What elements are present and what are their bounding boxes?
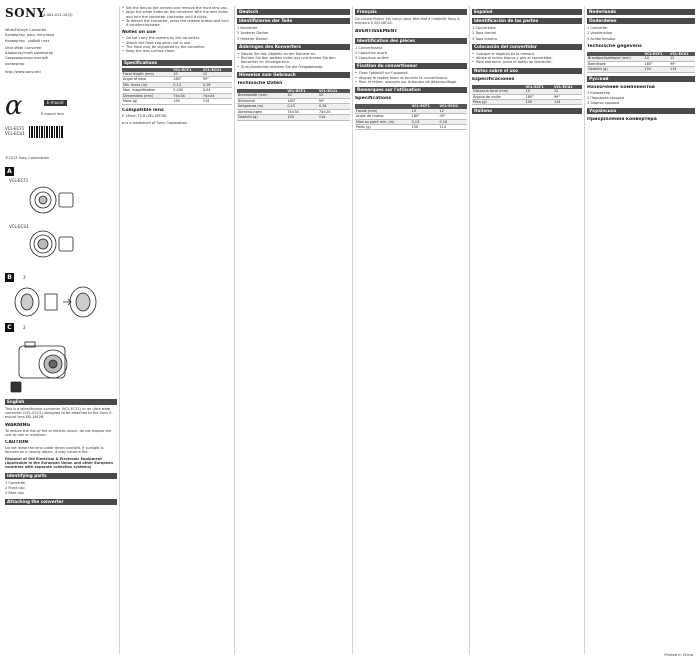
part-item: 2 Tapa frontal — [472, 31, 496, 36]
specs-cell: 12 — [439, 109, 467, 114]
specs-cell: 74×34 — [286, 109, 318, 114]
column-3 — [237, 6, 350, 656]
part-item: 3 Tapa trasera — [472, 36, 498, 41]
specs-cell: 180° — [643, 61, 668, 66]
part-item: 2 Front cap — [5, 485, 25, 490]
attach-step: • Align the white index on the converter with the lens index and turn the converter clockwise until it clicks. — [122, 10, 232, 19]
notes-heading: Notes on use — [122, 30, 156, 36]
part-item: 2 Capuchon avant — [355, 50, 387, 55]
specs-table — [122, 68, 232, 105]
section-notes-de: Hinweise zum Gebrauch — [237, 72, 350, 78]
note-item: • Do not carry the camera by the converter. — [122, 36, 232, 40]
specs-cell: 99° — [669, 61, 695, 66]
part-item: 1 Konverter — [237, 26, 258, 30]
specs-cell: 0,13 — [411, 119, 439, 124]
column-divider — [234, 6, 235, 654]
specs-cell: 74×34 — [172, 93, 202, 98]
specs-cell: 12 — [318, 93, 350, 98]
specs-cell: Gewicht (g) — [587, 67, 643, 72]
column-divider — [119, 6, 120, 654]
caution-heading: CAUTION — [5, 440, 29, 446]
mount-caption: E-mount lens — [41, 112, 65, 117]
specs-cell: 180° — [411, 114, 439, 119]
column-divider — [469, 6, 470, 654]
specs-cell: 0,16 — [318, 104, 350, 109]
specs-cell: Brennweite (mm) — [237, 93, 286, 98]
specs-table-es — [472, 85, 582, 106]
title-line: Конвертер - рыбий глаз — [5, 38, 50, 43]
specs-cell: 180° — [286, 98, 318, 103]
part-item: 3 Achterlensdop — [587, 36, 616, 41]
section-identify-nl: Onderdelen — [587, 18, 695, 24]
specs-cell: Beeldhoek — [587, 61, 643, 66]
document-code: 4-441-011-12(1) — [43, 13, 73, 17]
specs-cell: 0.04 — [202, 88, 232, 93]
column-5 — [472, 6, 582, 656]
product-titles — [5, 28, 117, 66]
trademark: α is a trademark of Sony Corporation. — [122, 120, 189, 125]
specs-cell: Dimensions (mm) — [122, 93, 172, 98]
note-item: • Attach the front cap when not in use. — [122, 41, 232, 45]
caution-text: Do not leave the lens under direct sunlight. If sunlight is focused on a nearby object, it may cause a fire. — [5, 446, 104, 455]
title-line: Ultra Wide Converter — [5, 45, 42, 50]
title-line: Ширококутний конвертер — [5, 51, 54, 56]
warning-heading: WARNING — [5, 422, 31, 428]
fr-warning: AVERTISSEMENT — [355, 28, 398, 34]
section-attach-es: Colocación del convertidor — [472, 44, 582, 50]
specs-cell: 99° — [553, 94, 582, 99]
specs-header: VCL-ECF1 — [525, 85, 553, 89]
title-line: Конвертер, ращ. пентакля — [5, 33, 55, 38]
specs-header: VCL-ECF1 — [172, 68, 202, 72]
specs-cell: Abmessungen — [237, 109, 286, 114]
section-identify: Identifying parts — [5, 473, 117, 479]
specs-cell: Mass (g) — [122, 99, 172, 104]
specs-cell: 74×24 — [318, 109, 350, 114]
specs-cell: Min. focus (m) — [122, 82, 172, 87]
specs-table-nl — [587, 52, 695, 73]
section-attach-de: Anbringen des Konverters — [237, 44, 350, 50]
part-item: 2 Voorlensdop — [587, 31, 612, 36]
disposal-heading: Disposal of Old Electrical & Electronic Equipment (Applicable in the European Union and other European countries with separate collection systems) — [5, 456, 113, 470]
model-ecf1: VCL-ECF1 — [5, 126, 25, 132]
specs-cell: 0,13 — [286, 104, 318, 109]
specs-cell: 10 — [525, 89, 553, 94]
specs-cell: 99° — [318, 98, 350, 103]
figure-b — [5, 284, 117, 320]
specs-cell: Gewicht (g) — [237, 115, 286, 120]
column-1 — [5, 6, 117, 656]
part-item: 1 Convertidor — [472, 26, 496, 30]
section-identify-fr: Identification des pièces — [355, 38, 467, 44]
part-item: 3 Rear cap — [5, 491, 24, 496]
specs-cell: 0,16 — [439, 119, 467, 124]
section-english: English — [5, 399, 117, 405]
figure-b-step: 2 — [23, 274, 26, 280]
section-identify-de: Identifizieren der Teile — [237, 18, 350, 24]
section-russian: Русский — [587, 76, 695, 82]
specs-cell: Nahgrenze (m) — [237, 104, 286, 109]
specs-cell: 99° — [439, 114, 467, 119]
specs-table-de — [237, 89, 350, 120]
attach-step: • To detach the converter, press the release button and turn it counterclockwise. — [122, 19, 232, 28]
section-specs: Specifications — [122, 60, 232, 66]
figure-c-label: C — [5, 323, 14, 332]
specs-cell: 150 — [172, 99, 202, 104]
warning-text: To reduce the risk of fire or electric shock, do not expose the unit to rain or moisture. — [5, 428, 112, 437]
title-line: Wide/Fisheye Converter — [5, 28, 47, 32]
specs-cell: Max. magnification — [122, 88, 172, 93]
specs-header: VCL-ECF1 — [411, 104, 439, 108]
specs-cell: 12 — [553, 89, 582, 94]
specs-cell: 114 — [669, 67, 695, 72]
specs-cell: 150 — [643, 67, 668, 72]
specs-cell: 0.16 — [202, 82, 232, 87]
part-item: 1 Конвертер — [587, 90, 611, 95]
specs-cell: Brandpuntsafstand (mm) — [587, 56, 643, 61]
column-divider — [352, 6, 353, 654]
attach-step: • Alignez le repère blanc et tournez le convertisseur. — [355, 76, 467, 80]
part-item: 1 Converter — [587, 26, 608, 30]
section-attach: Attaching the converter — [5, 499, 117, 505]
section-notes-fr: Remarques sur l'utilisation — [355, 87, 467, 93]
specs-cell: 150 — [525, 100, 553, 105]
specs-cell: 180° — [525, 94, 553, 99]
column-divider — [584, 6, 585, 654]
column-6 — [587, 6, 695, 656]
specs-header: VCL-ECF1 — [286, 89, 318, 93]
specs-title-nl: Technische gegevens — [587, 43, 642, 49]
part-item: 3 Задняя крышка — [587, 101, 620, 106]
attach-step: • Richten Sie den weißen Index aus und drehen Sie den Konverter im Uhrzeigersinn. — [237, 56, 350, 65]
figure-b-label: B — [5, 273, 14, 282]
specs-header: VCL-ECU1 — [669, 52, 695, 56]
attach-step: • Setzen Sie das Objektiv an der Kamera an. — [237, 52, 350, 56]
ru-heading: Назначение компонентов — [587, 84, 655, 90]
specs-cell: 150 — [286, 115, 318, 120]
note-item: • Keep the lens surface clean. — [122, 49, 232, 53]
section-deutsch: Deutsch — [237, 9, 350, 15]
specs-cell: 12 — [669, 56, 695, 61]
specs-cell: 180° — [172, 77, 202, 82]
specs-cell: Focal length (mm) — [122, 72, 172, 77]
section-attach-fr: Fixation du convertisseur — [355, 63, 467, 69]
specs-cell: 114 — [439, 125, 467, 130]
specs-cell: 114 — [202, 99, 232, 104]
specs-header: VCL-ECU1 — [439, 104, 467, 108]
title-line: Сверхширокоугольный — [5, 56, 48, 61]
compat-text: E 16mm F2.8 (SEL16F28) — [122, 113, 167, 118]
attach-step: • Alinee el índice blanco y gire el convertidor. — [472, 56, 582, 60]
e-mount-badge: E-mount — [44, 100, 67, 106]
specs-title-es: Especificaciones — [472, 76, 515, 82]
title-line: конвертер — [5, 61, 25, 66]
column-2 — [122, 6, 232, 656]
figure-b-drawing — [5, 284, 117, 320]
section-francais: Français — [355, 9, 467, 15]
alpha-logo: α — [5, 91, 23, 122]
attach-step: • Pour le retirer, appuyez sur le bouton de déverrouillage. — [355, 80, 467, 84]
specs-cell: 0.045 — [172, 88, 202, 93]
note-item: • The flash may be vignetted by the converter. — [122, 45, 232, 49]
specs-cell: Peso (g) — [472, 100, 525, 105]
sony-logo: SONY — [5, 6, 46, 20]
part-item: 3 Capuchon arrière — [355, 56, 389, 61]
figure-c-drawing — [5, 334, 117, 396]
section-identify-es: Identificación de las partes — [472, 18, 582, 24]
specs-title-fr: Spécifications — [355, 96, 392, 102]
specs-cell: Poids (g) — [355, 125, 411, 130]
figure-a2-caption: VCL-ECU1 — [9, 223, 29, 229]
section-italiano: Italiano — [472, 108, 582, 114]
specs-cell: Distancia focal (mm) — [472, 89, 525, 94]
attach-step: • Para extraerlo, pulse el botón de liberación. — [472, 60, 582, 64]
column-4 — [355, 6, 467, 656]
specs-cell: 74×24 — [202, 93, 232, 98]
part-item: 3 Hinterer Deckel — [237, 36, 268, 41]
specs-header: VCL-ECF1 — [643, 52, 668, 56]
specs-cell: 10 — [643, 56, 668, 61]
figure-c-step: 2 — [23, 324, 26, 330]
copyright: ©2013 Sony Corporation — [5, 156, 49, 161]
specs-cell: 99° — [202, 77, 232, 82]
specs-title-de: Technische Daten — [237, 81, 283, 87]
model-ecu1: VCL-ECU1 — [5, 131, 25, 137]
section-espanol: Español — [472, 9, 582, 15]
attach-step: • Zum Abnehmen drücken Sie die Freigabetaste. — [237, 65, 350, 69]
web-link[interactable]: http://www.sony.net/ — [5, 70, 41, 75]
part-item: 1 Convertisseur — [355, 45, 383, 50]
section-nederlands: Nederlands — [587, 9, 695, 15]
barcode — [29, 126, 63, 138]
figure-a1-caption: VCL-ECF1 — [9, 177, 29, 183]
specs-cell: 10 — [411, 109, 439, 114]
figure-a-label: A — [5, 167, 14, 176]
specs-table-fr — [355, 104, 467, 130]
attach-step: • Coloque el objetivo en la cámara. — [472, 52, 582, 56]
specs-cell: Focale (mm) — [355, 109, 411, 114]
part-item: 1 Converter — [5, 480, 26, 485]
fr-intro: Ce convertisseur est conçu pour être fixé à l'objectif Sony à monture E SEL16F28. — [355, 17, 460, 26]
specs-cell: Ángulo de visión — [472, 94, 525, 99]
english-intro: This is a wide/fisheye converter (VCL-ECF1) or an ultra wide converter (VCL-ECU1) designed to be attached to the Sony E-mount lens SEL16F28. — [5, 406, 113, 420]
specs-cell: Angle de champ — [355, 114, 411, 119]
attach-step: • Set the lens to the camera and remove the front lens cap. — [122, 6, 232, 10]
figure-a — [5, 178, 117, 270]
specs-cell: 10 — [172, 72, 202, 77]
part-item: 2 Vorderer Deckel — [237, 31, 269, 36]
specs-cell: 10 — [286, 93, 318, 98]
attach-step: • Fixez l'objectif sur l'appareil. — [355, 71, 467, 75]
section-ukrainian: Українська — [587, 108, 695, 114]
compat-heading: Compatible lens — [122, 107, 164, 113]
specs-cell: Mise au point min. (m) — [355, 119, 411, 124]
specs-header: VCL-ECU1 — [202, 68, 232, 72]
specs-header: VCL-ECU1 — [553, 85, 582, 89]
figure-c — [5, 334, 117, 396]
specs-header: VCL-ECU1 — [318, 89, 350, 93]
specs-cell: 150 — [411, 125, 439, 130]
ukr-heading: Прикріплення конвертера — [587, 117, 657, 123]
specs-cell: 114 — [318, 115, 350, 120]
specs-cell: 114 — [553, 100, 582, 105]
section-notes-es: Notas sobre el uso — [472, 68, 582, 74]
specs-cell: Angle of view — [122, 77, 172, 82]
printed-in: Printed in China — [664, 652, 693, 657]
specs-cell: Bildwinkel — [237, 98, 286, 103]
specs-cell: 12 — [202, 72, 232, 77]
specs-cell: 0.13 — [172, 82, 202, 87]
part-item: 2 Передняя крышка — [587, 95, 625, 100]
